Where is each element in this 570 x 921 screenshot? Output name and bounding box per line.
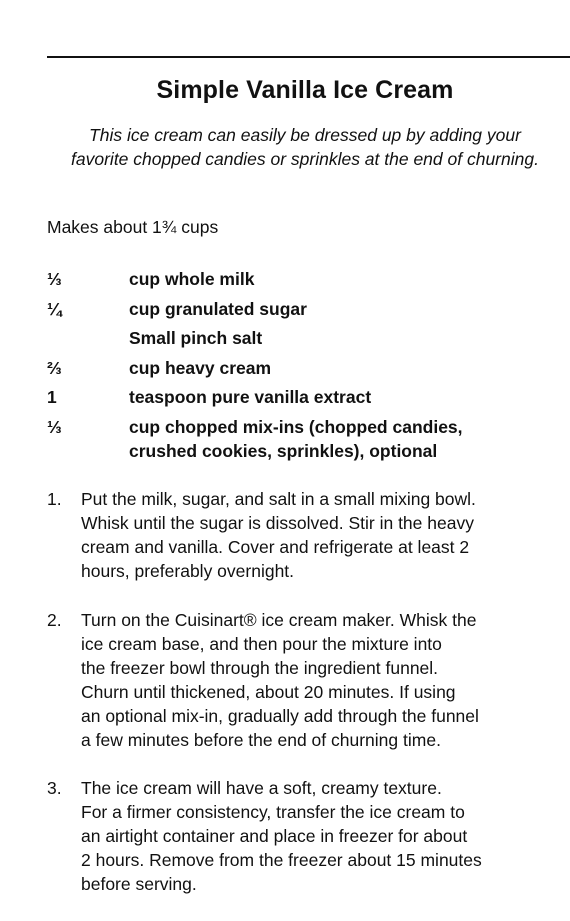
- instruction-step: [47, 776, 567, 896]
- recipe-intro: This ice cream can easily be dressed up by adding your favorite chopped candies or sprinkles at the end of churning.: [71, 125, 539, 169]
- ingredient-name: cup whole milk: [129, 269, 255, 289]
- ingredient-row: [47, 326, 567, 350]
- ingredient-row: [47, 267, 567, 291]
- recipe-yield: Makes about 1¾ cups: [47, 217, 219, 237]
- ingredient-quantity: ⅓: [47, 416, 62, 437]
- step-text: Turn on the Cuisinart® ice cream maker. Whisk the ice cream base, and then pour the mixture into the freezer bowl through the ingredient funnel. Churn until thickened, about 20 minutes. If using an optional mix-in, gradually add through the funnel a few minutes before the end of churning time.: [81, 609, 479, 750]
- ingredient-quantity: ⅔: [47, 357, 62, 378]
- ingredient-quantity: ¼: [47, 298, 62, 319]
- ingredient-list: [47, 267, 567, 469]
- ingredient-name: Small pinch salt: [129, 328, 263, 349]
- instruction-list: [47, 487, 567, 921]
- ingredient-quantity: [47, 326, 129, 350]
- step-number: 3.: [47, 778, 62, 798]
- step-number: 2.: [47, 609, 62, 630]
- top-rule: [47, 56, 570, 58]
- ingredient-quantity: ⅓: [47, 269, 62, 289]
- instruction-step: [47, 608, 567, 752]
- ingredient-name: cup chopped mix-ins (chopped candies, crushed cookies, sprinkles), optional: [129, 416, 463, 461]
- step-text: Put the milk, sugar, and salt in a small mixing bowl. Whisk until the sugar is dissolved. Stir in the heavy cream and vanilla. Cover and refrigerate at least 2 hours, preferably overnight.: [81, 489, 476, 581]
- step-number: 1.: [47, 489, 62, 509]
- ingredient-row: [47, 385, 567, 409]
- ingredient-name: teaspoon pure vanilla extract: [129, 387, 372, 408]
- ingredient-name: cup granulated sugar: [129, 298, 307, 319]
- step-text: The ice cream will have a soft, creamy texture. For a firmer consistency, transfer the ice cream to an airtight container and place in freezer for about 2 hours. Remove from the freezer about 15 minutes before serving.: [81, 778, 482, 894]
- recipe-title: Simple Vanilla Ice Cream: [156, 76, 454, 104]
- ingredient-row: [47, 297, 567, 321]
- ingredient-row: [47, 415, 567, 463]
- ingredient-row: [47, 356, 567, 380]
- instruction-step: [47, 487, 567, 583]
- ingredient-name: cup heavy cream: [129, 357, 272, 378]
- ingredient-quantity: 1: [47, 387, 57, 408]
